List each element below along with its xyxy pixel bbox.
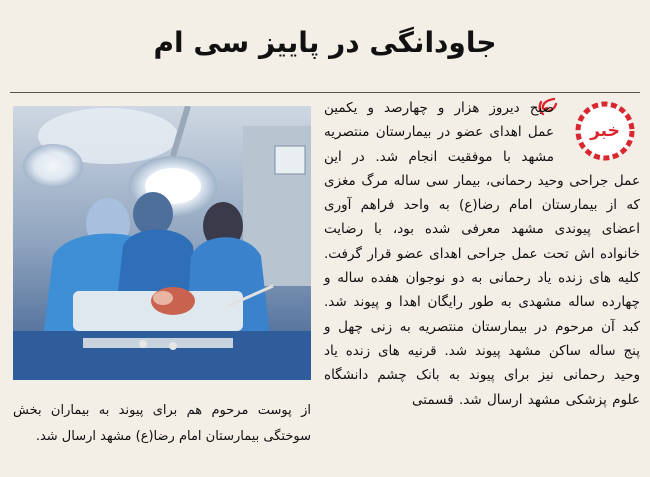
photo-caption: از پوست مرحوم هم برای پیوند به بیماران بخش سوختگی بیمارستان امام رضا(ع) مشهد ارسال شد. — [13, 403, 311, 444]
divider — [10, 92, 640, 93]
surgery-photo — [13, 106, 311, 380]
badge-label: خبر — [590, 121, 620, 141]
surgery-photo-icon — [13, 106, 311, 380]
headline: جاودانگی در پاییز سی ام — [153, 26, 497, 59]
badge-wrap-space — [554, 96, 640, 164]
article-body — [324, 96, 640, 412]
article-body-text: صبح دیروز هزار و چهارصد و یکمین عمل اهدای عضو در بیمارستان منتصریه مشهد با موفقیت انجام شد. در این عمل جراحی وحید رحمانی، بیمار سی ساله مرگ مغزی که از بیمارستان امام رضا(ع) به واحد فراهم آوری اعضای پیوندی مشهد معرفی شده بود، با رضایت خانواده اش تحت عمل جراحی اهدای عضو قرار گرفت. کلیه های زنده یاد رحمانی به دو نوجوان هفده ساله و چهارده ساله مشهدی به طور رایگان اهدا و پیوند شد. کبد آن مرحوم در بیمارستان منتصریه به زنی چهل و پنج ساله ساکن مشهد پیوند شد. قرنیه های زنده یاد وحید رحمانی نیز برای پیوند به بانک چشم دانشگاه علوم پزشکی مشهد ارسال شد. قسمتی — [324, 100, 640, 408]
